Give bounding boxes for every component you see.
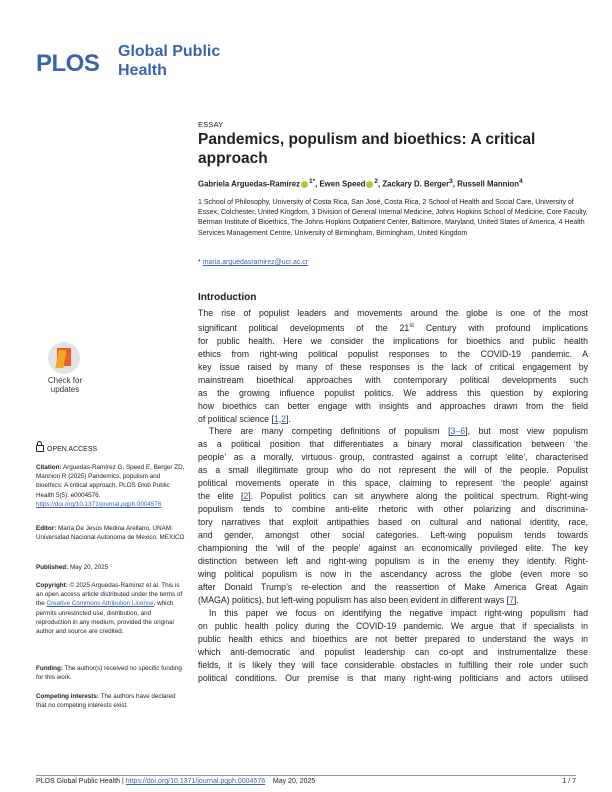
body-line-text: political conditions. Our premise is that many right-wing politicians and actors utilised [198,672,588,683]
body-line-text: Century with profound implications [413,322,588,333]
author-name[interactable]: Gabriela Arguedas-Ramírez [198,179,300,189]
body-line [198,607,588,620]
open-access-badge [36,444,97,453]
page-number: 1 / 7 [562,778,576,785]
body-line-text: public health ethics and bioethics are not better prepared to understand the ways in [198,633,588,644]
author-separator: , [315,179,320,189]
body-superscript: st [409,322,414,329]
footer-doi-link[interactable]: https://doi.org/10.1371/journal.pgph.0004576 [125,778,266,785]
logo-journal-line1: Global Public [118,43,221,60]
editor-block [36,524,186,542]
competing-interests-text: The authors have declared that no competing interests exist. [36,693,176,710]
body-line [198,464,588,477]
funding-label: Funding: [36,665,63,672]
citation-text: Arguedas-Ramírez G, Speed E, Berger ZD, Mannion R (2025) Pandemics, populism and bioethics: A critical approach. PLOS Glob Public Health 5(5): e0004576. [36,464,185,499]
body-line-text: championing the ‘will of the people’ against an economically privileged elite. The key [198,543,588,554]
body-line [198,451,588,464]
body-line-text: as a small illegitimate group who do not represent the will of the people. Populist [198,465,588,476]
affiliation: 4 Health Services Management Centre, University of Birmingham, Birmingham, United Kingdom [198,219,585,237]
body-line-text: wing political populism is now in the ascendancy across the globe (even more so [198,568,588,579]
footer-separator: | [120,778,126,785]
body-line-text: There are many competing definitions of populism [ [209,426,451,437]
affiliation: 3 Division of General Internal Medicine, Johns Hopkins School of Medicine, Core Faculty, Berman Institute of Bioethics, The Johns Hopkins Outpatient Center, Baltimore, Maryland, United States of America, [198,209,588,227]
article-type: ESSAY [198,120,224,129]
body-line-text: populism tends to combine anti-elite rhetoric with other polarizing and discrimina- [198,504,588,515]
author-affil-marks: 1* [308,178,316,185]
correspondence-email-link[interactable]: maria.arguedasramirez@ucr.ac.cr [202,259,309,266]
author-name[interactable]: Russell Mannion [457,179,520,189]
body-line [198,581,588,594]
author-separator: , [452,179,458,189]
check-for-updates-label [37,376,93,394]
body-line-text: political movements operate in this space, claiming to represent ‘the people’ against [198,478,588,489]
section-heading-introduction: Introduction [198,292,257,303]
body-line [198,620,588,633]
body-line-text: as a political position that differentiates a binary moral classification between ‘the [198,439,588,450]
author-affil-marks: 2 [374,178,379,185]
body-line [198,413,588,426]
body-line [198,516,588,529]
body-line [198,672,588,685]
body-line-text: ethics from right-wing political populist responses to the COVID-19 pandemic. A [198,348,588,359]
footer-date: May 20, 2025 [272,778,316,785]
body-line [198,361,588,374]
competing-interests-label: Competing interests: [36,693,99,700]
body-line-text: ]. [513,594,519,605]
body-line-text: the elite [ [198,491,244,502]
body-line-text: significant political developments of the 21 [198,322,410,333]
citation-doi-link[interactable]: https://doi.org/10.1371/journal.pgph.0004576 [36,500,162,508]
logo-journal-line2: Health [118,62,167,79]
body-line [198,400,588,413]
body-line [198,542,588,555]
author-name[interactable]: Ewen Speed [319,179,366,189]
body-line-text: (MAGA) politics), but left-wing populism has also been evident in different ways [ [198,594,510,605]
body-line [198,633,588,646]
body-line-text: people’ as a morally, virtuous group, contrasted against a corrupt ‘elite’, characterised [198,452,588,463]
reference-link[interactable]: 2 [243,491,249,502]
badge-line1: Check for [47,376,83,385]
correspondence-mark: * [198,259,201,266]
reference-link[interactable]: 3–6 [450,426,466,437]
footer-journal: PLOS Global Public Health [36,778,121,785]
body-line-text: and gender, amongst other social categories. Left-wing populism tends towards [198,530,588,541]
affiliation: 2 School of Health and Social Care, University of Essex, Colchester, United Kingdom, [198,199,574,217]
reference-link[interactable]: 1,2 [273,413,287,424]
funding-text: The author(s) received no specific funding for this work. [36,665,182,682]
published-label: Published: [36,564,69,571]
badge-line2: updates [50,385,80,394]
body-line [198,646,588,659]
funding-block [36,664,186,682]
body-line-text: The rise of populist leaders and movements around the globe is one of the most [198,308,588,318]
author-affil-marks: 3 [449,178,453,185]
body-line [198,568,588,581]
logo-journal-name [118,42,220,80]
body-line [198,438,588,451]
body-line [198,594,588,607]
competing-interests-block [36,692,186,710]
article-title: Pandemics, populism and bioethics: A critical approach [198,131,536,167]
body-line-text: distinction between left and right-wing populism is in the enemy they identify. Right- [198,556,588,567]
open-access-label: OPEN ACCESS [47,446,98,453]
body-line-text: which anti-democratic and populist leadership can co-opt and instrumentalize these [198,646,588,657]
body-line-text: ], but most view populism [465,426,588,437]
body-line [198,307,588,320]
body-line [198,490,588,503]
body-line [198,348,588,361]
copyright-label: Copyright: [36,582,68,589]
body-line-text: of political science [ [198,413,274,424]
author-list [198,178,593,189]
body-line [198,503,588,516]
orcid-icon[interactable] [366,181,373,188]
body-line [198,477,588,490]
body-line [198,387,588,400]
editor-label: Editor: [36,525,57,532]
body-line-text: In this paper we focus on identifying the negative impact right-wing populism had [209,607,588,618]
journal-logo [36,40,236,90]
body-line-text: as the growing influence populist politics. We address this question by exploring [198,387,588,398]
affiliation: 1 School of Philosophy, University of Costa Rica, San José, Costa Rica, [198,199,421,206]
body-line [198,555,588,568]
body-line-text: ]. [286,413,291,424]
page-footer [36,778,315,785]
body-line-text: for public health. Here we consider the implications for bioethics and public health [198,335,588,346]
cc-license-link[interactable]: Creative Commons Attribution License [46,600,154,608]
affiliations [198,198,593,239]
copyright-text-rest: , which permits unrestricted use, distribution, and reproduction in any medium, provided the original author and source are credited. [36,600,174,636]
body-line [198,529,588,542]
open-lock-icon [36,445,44,452]
published-block [36,563,186,572]
editor-text: María De Jesús Medina Arellano, UNAM: Universidad Nacional Autonoma de Mexico, MEXICO [36,525,185,542]
body-line [198,425,588,438]
body-line [198,320,588,335]
logo-publisher: PLOS [36,50,100,77]
copyright-text: © 2025 Arguedas-Ramírez et al. This is an open access article distributed under the terms of the [36,582,183,608]
body-line-text: mainstream bioethical approaches with contemporary political developments such [198,374,588,385]
orcid-icon[interactable] [301,181,308,188]
reference-link[interactable]: 7 [509,594,514,605]
footer-divider [36,775,576,776]
body-line-text: fields, it is likely they will face considerable obstacles in fulfilling their role under such [198,659,588,670]
citation-block [36,463,186,509]
body-line [198,335,588,348]
published-date: May 20, 2025 [69,564,109,571]
body-line-text: key issue raised by many of these responses is the lack of critical engagement by [198,361,588,372]
correspondence [198,259,308,266]
body-line-text: ]. Populist politics can sit anywhere along the political spectrum. Right-wing [248,491,588,502]
introduction-body [198,307,588,685]
body-line-text: tory narratives that exploit antipathies based on cultural and national identity, race, [198,517,588,528]
copyright-block [36,581,186,636]
check-for-updates-button[interactable] [37,342,93,402]
author-separator: , [378,179,383,189]
body-line [198,374,588,387]
body-line [198,659,588,672]
body-line-text: on public health policy during the COVID-19 pandemic. We argue that if specialists in [198,620,588,631]
body-line-text: after Donald Trump’s re-election and the reassertion of Make America Great Again [198,581,588,592]
citation-label: Citation: [36,464,62,471]
body-line-text: how bioethics can better engage with insights and approaches drawn from the field [198,400,588,411]
author-affil-marks: 4 [519,178,523,185]
author-name[interactable]: Zackary D. Berger [382,179,450,189]
